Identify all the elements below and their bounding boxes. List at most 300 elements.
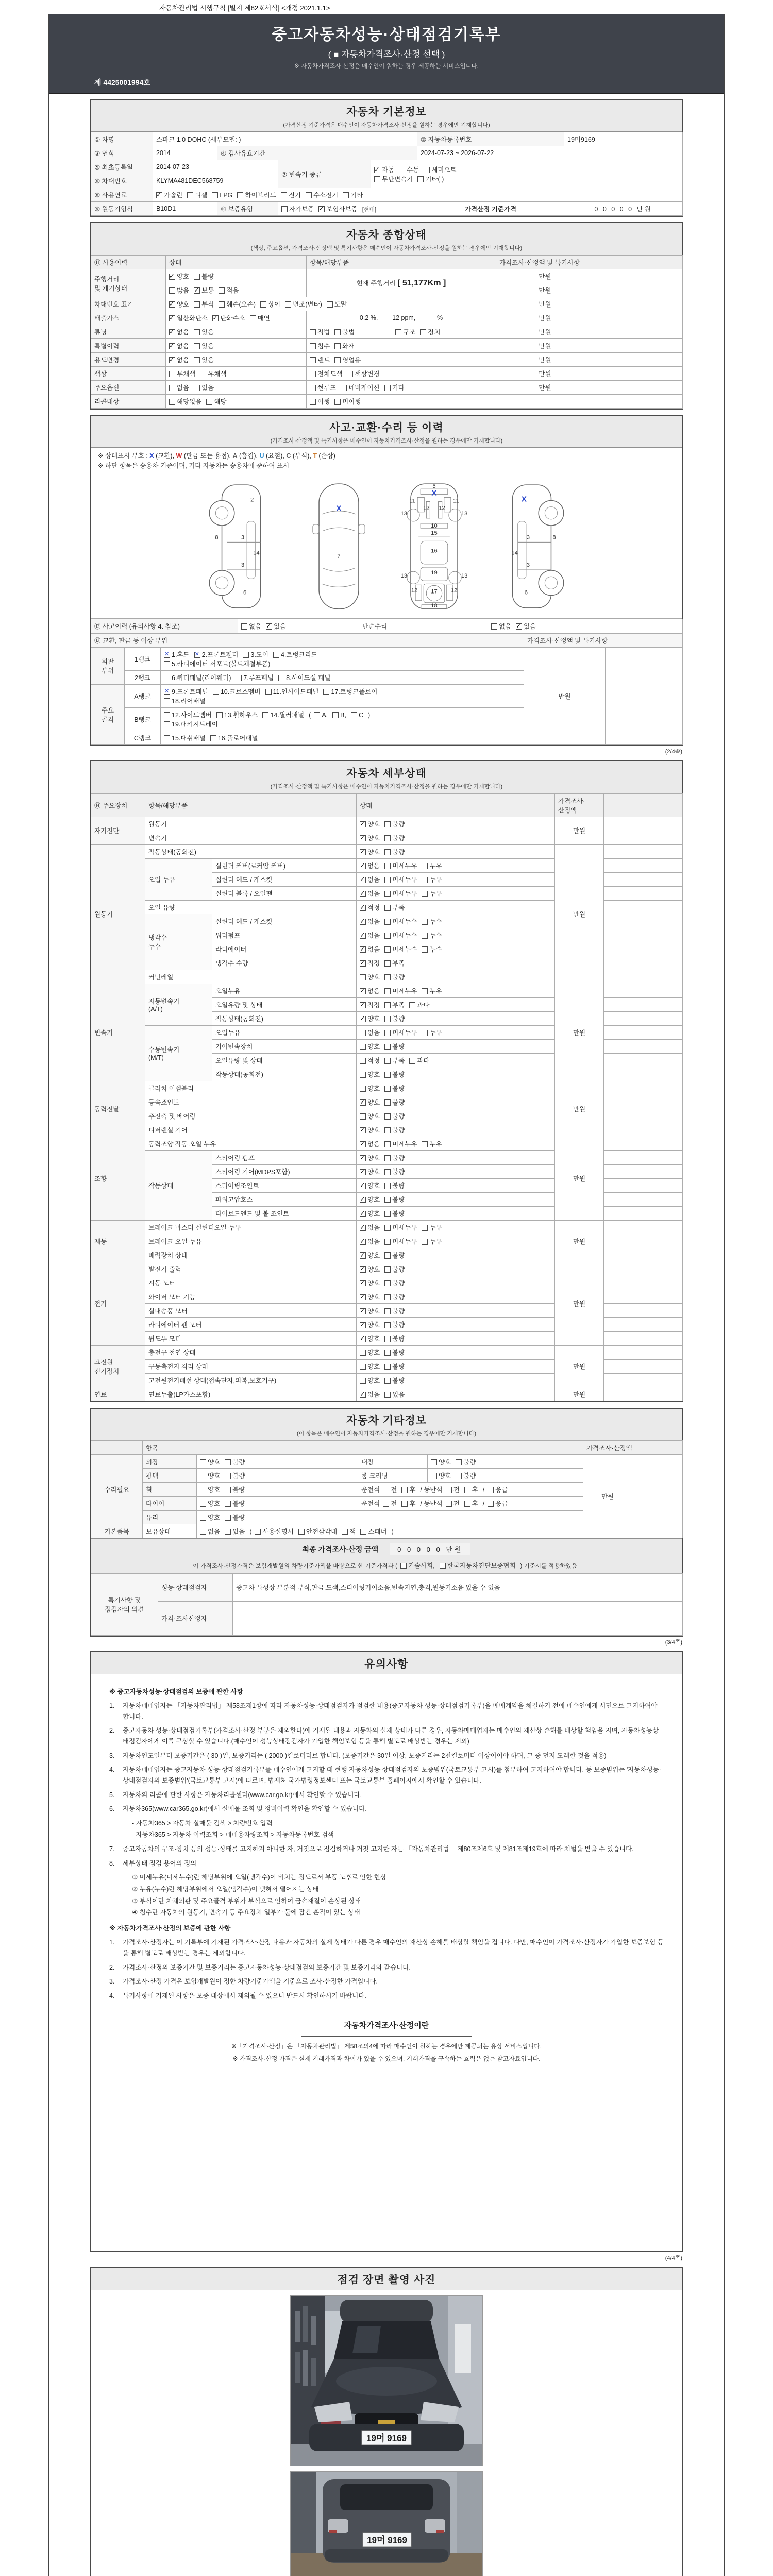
checkbox-후[interactable]: 후 <box>401 1499 415 1508</box>
checkbox-상이[interactable]: 상이 <box>260 299 280 309</box>
checkbox-양호[interactable]: 양호 <box>200 1513 220 1522</box>
device-state <box>357 1123 555 1137</box>
checkbox-불량[interactable]: 불량 <box>384 1348 405 1357</box>
checkbox-기타[interactable]: 기타 <box>343 190 363 199</box>
checkbox-icon <box>318 206 325 212</box>
checkbox-수소전기[interactable]: 수소전기 <box>306 190 338 199</box>
checkbox-10.크로스멤버[interactable]: 10.크로스멤버 <box>213 687 261 696</box>
checkbox-icon <box>164 652 170 658</box>
checkbox-누유[interactable]: 누유 <box>422 861 442 870</box>
etc-row-options <box>197 1496 358 1510</box>
checkbox-미세누유[interactable]: 미세누유 <box>384 861 417 870</box>
checkbox-없음[interactable]: ✓ 없음 <box>169 341 189 350</box>
checkbox-누유[interactable]: 누유 <box>422 1139 442 1148</box>
checkbox-없음[interactable]: ✓ 없음 <box>360 1236 380 1246</box>
checkbox-양호[interactable]: 양호 <box>360 1376 380 1385</box>
checkbox-없음[interactable]: ✓ 없음 <box>360 930 380 940</box>
checkbox-양호[interactable]: ✓ 양호 <box>360 1250 380 1260</box>
checkbox-가솔린[interactable]: ✓ 가솔린 <box>156 190 182 199</box>
year-label: ③ 연식 <box>91 146 153 160</box>
detail-state-section <box>90 760 683 1402</box>
checkbox-불량[interactable]: 불량 <box>384 1167 405 1176</box>
checkbox-불량[interactable]: 불량 <box>384 847 405 856</box>
checkbox-없음[interactable]: ✓ 없음 <box>360 889 380 898</box>
inline-text: ( <box>249 1528 252 1535</box>
checkbox-양호[interactable]: ✓ 양호 <box>360 1209 380 1218</box>
checkbox-일산화탄소[interactable]: ✓ 일산화탄소 <box>169 313 208 323</box>
checkbox-렌트[interactable]: 렌트 <box>310 355 330 364</box>
notice-item: 1. 가격조사·산정자는 이 기록부에 기재된 가격조사·산정 내용과 자동차의 실제 상태가 다른 경우 매수인의 재산상 손해를 배상할 책임을 집니다. 다만, 매수인이 가격조사·산정자가 가입한 보증보험 등을 통해 별도로 배상받는 경우는 제외합니다. <box>109 1939 664 1957</box>
checkbox-icon <box>384 933 391 939</box>
checkbox-응급[interactable]: 응급 <box>488 1499 508 1508</box>
checkbox-불량[interactable]: 불량 <box>384 1320 405 1329</box>
page-marker-3: (3/4쪽) <box>665 1639 682 1646</box>
checkbox-15.대쉬패널[interactable]: 15.대쉬패널 <box>164 733 206 742</box>
checkbox-양호[interactable]: 양호 <box>360 1348 380 1357</box>
checkbox-네비게이션[interactable]: 네비게이션 <box>341 383 379 392</box>
device-group-동력전달: 동력전달 <box>91 1081 145 1137</box>
checkbox-전체도색[interactable]: 전체도색 <box>310 369 342 378</box>
checkbox-양호[interactable]: ✓ 양호 <box>360 1320 380 1329</box>
checkbox-자가보증[interactable]: 자가보증 <box>281 204 314 213</box>
checkbox-icon <box>243 652 249 658</box>
checkbox-icon <box>384 821 391 827</box>
checkbox-icon <box>417 176 424 182</box>
checkbox-icon <box>360 905 366 911</box>
checkbox-1.후드[interactable]: ✕1.후드 <box>164 650 190 659</box>
checkbox-이행[interactable]: 이행 <box>310 397 330 406</box>
checkbox-미이행[interactable]: 미이행 <box>334 397 361 406</box>
checkbox-A,[interactable]: A, <box>314 711 328 719</box>
checkbox-양호[interactable]: 양호 <box>360 1083 380 1093</box>
checkbox-icon <box>360 933 366 939</box>
checkbox-양호[interactable]: ✓ 양호 <box>360 1167 380 1176</box>
checkbox-불량[interactable]: 불량 <box>384 1070 405 1079</box>
checkbox-16.플로어패널[interactable]: 16.플로어패널 <box>210 733 258 742</box>
checkbox-과다[interactable]: 과다 <box>409 1056 429 1065</box>
device-item: 오일누유 <box>212 1025 357 1039</box>
history-title: 사고·교환·수리 등 이력 (가격조사·산정액 및 특기사항은 매수인이 자동차가격조사·산정을 원하는 경우에만 기재합니다) <box>91 416 682 448</box>
checkbox-C[interactable]: C <box>351 711 363 719</box>
checkbox-없음[interactable]: ✓ 없음 <box>360 875 380 884</box>
checkbox-없음[interactable]: 없음 <box>241 621 261 631</box>
checkbox-보험사보증[interactable]: ✓ 보험사보증 <box>318 204 357 213</box>
checkbox-미세누수[interactable]: 미세누수 <box>384 930 417 940</box>
checkbox-누유[interactable]: 누유 <box>422 1028 442 1037</box>
checkbox-변조(변타)[interactable]: 변조(변타) <box>285 299 322 309</box>
checkbox-부식[interactable]: 부식 <box>194 299 214 309</box>
device-item: 스티어링 기어(MDPS포함) <box>212 1164 357 1178</box>
checkbox-19.패키지트레이[interactable]: 19.패키지트레이 <box>164 719 218 728</box>
notice-section2-title: ※ 자동차가격조사·산정의 보증에 관한 사항 <box>109 1924 231 1932</box>
checkbox-5.라디에이터 서포트(볼트체결부품)[interactable]: 5.라디에이터 서포트(볼트체결부품) <box>164 659 270 668</box>
checkbox-양호[interactable]: ✓ 양호 <box>360 1097 380 1107</box>
checkbox-불량[interactable]: 불량 <box>384 1362 405 1371</box>
checkbox-양호[interactable]: ✓ 양호 <box>360 1195 380 1204</box>
checkbox-자동[interactable]: ✓자동 <box>374 165 394 174</box>
checkbox-불량[interactable]: 불량 <box>456 1471 476 1480</box>
checkbox-4.트렁크리드[interactable]: 4.트렁크리드 <box>273 650 317 659</box>
checkbox-적정[interactable]: ✓ 적정 <box>360 903 380 912</box>
checkbox-불량[interactable]: 불량 <box>384 1209 405 1218</box>
checkbox-훼손(오손)[interactable]: 훼손(오손) <box>219 299 256 309</box>
checkbox-8.사이드실 패널[interactable]: 8.사이드실 패널 <box>278 673 330 682</box>
checkbox-icon <box>169 399 175 405</box>
svg-text:X: X <box>431 488 437 497</box>
checkbox-미세누수[interactable]: 미세누수 <box>384 917 417 926</box>
checkbox-불량[interactable]: 불량 <box>384 1264 405 1274</box>
checkbox-누유[interactable]: 누유 <box>422 875 442 884</box>
checkbox-icon <box>360 1252 366 1259</box>
checkbox-9.프론트패널[interactable]: ✕9.프론트패널 <box>164 687 208 696</box>
checkbox-누수[interactable]: 누수 <box>422 917 442 926</box>
checkbox-한국자동차진단보증협회[interactable]: 한국자동차진단보증협회 <box>440 1561 516 1570</box>
checkbox-기술사회,[interactable]: 기술사회, <box>400 1561 435 1570</box>
checkbox-없음[interactable]: ✓ 없음 <box>169 355 189 364</box>
checkbox-양호[interactable]: 양호 <box>360 1042 380 1051</box>
checkbox-icon <box>384 1239 391 1245</box>
checkbox-불량[interactable]: 불량 <box>384 1250 405 1260</box>
row-label-리콜대상: 리콜대상 <box>91 395 166 409</box>
checkbox-없음[interactable]: ✓ 없음 <box>360 1223 380 1232</box>
checkbox-불량[interactable]: 불량 <box>384 1376 405 1385</box>
checkbox-미세누유[interactable]: 미세누유 <box>384 1223 417 1232</box>
price-survey-definition-box: 자동차가격조사·산정이란 <box>301 2015 472 2037</box>
checkbox-수동[interactable]: 수동 <box>399 165 419 174</box>
checkbox-있음[interactable]: 있음 <box>194 327 214 336</box>
checkbox-미세누유[interactable]: 미세누유 <box>384 1139 417 1148</box>
checkbox-양호[interactable]: 양호 <box>200 1457 220 1466</box>
checkbox-영업용[interactable]: 영업용 <box>334 355 361 364</box>
checkbox-양호[interactable]: 양호 <box>200 1499 220 1508</box>
checkbox-불량[interactable]: 불량 <box>384 1042 405 1051</box>
checkbox-icon <box>200 1515 206 1521</box>
checkbox-불량[interactable]: 불량 <box>225 1485 245 1494</box>
checkbox-3.도어[interactable]: 3.도어 <box>243 650 268 659</box>
checkbox-불량[interactable]: 불량 <box>384 1125 405 1134</box>
checkbox-양호[interactable]: ✓ 양호 <box>360 1125 380 1134</box>
svg-text:13: 13 <box>400 510 407 517</box>
checkbox-후[interactable]: 후 <box>464 1499 478 1508</box>
checkbox-전[interactable]: 전 <box>446 1499 460 1508</box>
device-item: 작동상태(공회전) <box>145 844 357 858</box>
device-state <box>357 1387 555 1401</box>
checkbox-불량[interactable]: 불량 <box>384 833 405 842</box>
device-state <box>357 1276 555 1290</box>
checkbox-없음[interactable]: ✓ 없음 <box>360 917 380 926</box>
checkbox-없음[interactable]: ✓ 없음 <box>360 944 380 954</box>
checkbox-양호[interactable]: 양호 <box>360 1111 380 1121</box>
checkbox-유채색[interactable]: 유채색 <box>200 369 226 378</box>
checkbox-구조[interactable]: 구조 <box>395 327 415 336</box>
checkbox-불량[interactable]: 불량 <box>225 1499 245 1508</box>
checkbox-불량[interactable]: 불량 <box>384 819 405 828</box>
checkbox-icon <box>360 1002 366 1008</box>
svg-text:12: 12 <box>450 587 458 594</box>
etc-row-타이어: 타이어 <box>143 1496 197 1510</box>
checkbox-양호[interactable]: 양호 <box>360 1070 380 1079</box>
checkbox-적법[interactable]: 적법 <box>310 327 330 336</box>
checkbox-없음[interactable]: 없음 <box>360 1028 380 1037</box>
checkbox-7.루프패널[interactable]: 7.루프패널 <box>236 673 274 682</box>
checkbox-불량[interactable]: 불량 <box>384 1153 405 1162</box>
checkbox-누유[interactable]: 누유 <box>422 1223 442 1232</box>
checkbox-icon <box>384 1099 391 1106</box>
checkbox-미세누수[interactable]: 미세누수 <box>384 944 417 954</box>
checkbox-미세누유[interactable]: 미세누유 <box>384 889 417 898</box>
device-group-제동: 제동 <box>91 1220 145 1262</box>
checkbox-13.휠하우스[interactable]: 13.휠하우스 <box>216 710 258 719</box>
checkbox-icon <box>310 385 316 391</box>
checkbox-불량[interactable]: 불량 <box>225 1513 245 1522</box>
device-item: 스티어링조인트 <box>212 1178 357 1192</box>
svg-text:18: 18 <box>431 602 438 609</box>
checkbox-많음[interactable]: 많음 <box>169 285 189 295</box>
checkbox-양호[interactable]: 양호 <box>200 1485 220 1494</box>
checkbox-매연[interactable]: 매연 <box>250 313 270 323</box>
checkbox-없음[interactable]: 없음 <box>491 621 511 631</box>
checkbox-양호[interactable]: 양호 <box>431 1471 451 1480</box>
checkbox-있음[interactable]: ✓ 있음 <box>266 621 286 631</box>
checkbox-B,[interactable]: B, <box>332 711 346 719</box>
checkbox-후[interactable]: 후 <box>401 1485 415 1494</box>
device-state <box>357 1317 555 1331</box>
etc-row-광택: 광택 <box>143 1468 197 1482</box>
checkbox-색상변경[interactable]: 색상변경 <box>347 369 379 378</box>
checkbox-응급[interactable]: 응급 <box>488 1485 508 1494</box>
checkbox-누유[interactable]: 누유 <box>422 1236 442 1246</box>
device-item: 연료누출(LP가스포함) <box>145 1387 357 1401</box>
checkbox-18.리어패널[interactable]: 18.리어패널 <box>164 696 206 705</box>
checkbox-부족[interactable]: 부족 <box>384 1056 405 1065</box>
checkbox-불량[interactable]: 불량 <box>384 1181 405 1190</box>
checkbox-있음[interactable]: 있음 <box>225 1527 245 1536</box>
checkbox-없음[interactable]: 없음 <box>169 383 189 392</box>
checkbox-icon <box>360 1529 366 1535</box>
checkbox-양호[interactable]: ✓ 양호 <box>360 1292 380 1301</box>
checkbox-icon <box>384 1030 391 1036</box>
row-label-튜닝: 튜닝 <box>91 325 166 339</box>
checkbox-양호[interactable]: ✓ 양호 <box>360 819 380 828</box>
checkbox-양호[interactable]: 양호 <box>200 1471 220 1480</box>
checkbox-누유[interactable]: 누유 <box>422 889 442 898</box>
checkbox-적음[interactable]: 적음 <box>219 285 239 295</box>
checkbox-2.프론트휀더[interactable]: ✕ 2.프론트휀더 <box>194 650 239 659</box>
checkbox-불량[interactable]: 불량 <box>225 1457 245 1466</box>
main-frame-group: 주요 골격 <box>91 684 125 744</box>
checkbox-양호[interactable]: ✓ 양호 <box>360 1153 380 1162</box>
etc-row-detail <box>358 1482 583 1496</box>
checkbox-화재[interactable]: 화재 <box>334 341 355 350</box>
checkbox-12.사이드멤버[interactable]: 12.사이드멤버 <box>164 710 212 719</box>
rank-items <box>161 684 524 707</box>
checkbox-17.트렁크플로어[interactable]: 17.트렁크플로어 <box>323 687 377 696</box>
checkbox-양호[interactable]: 양호 <box>431 1457 451 1466</box>
checkbox-icon <box>194 343 200 349</box>
checkbox-사용설명서[interactable]: 사용설명서 <box>255 1527 293 1536</box>
checkbox-전[interactable]: 전 <box>383 1485 397 1494</box>
device-state <box>357 928 555 942</box>
rank-items <box>161 707 524 731</box>
checkbox-양호[interactable]: ✓ 양호 <box>169 299 189 309</box>
checkbox-11.인사이드패널[interactable]: 11.인사이드패널 <box>265 687 319 696</box>
checkbox-양호[interactable]: ✓ 양호 <box>360 833 380 842</box>
checkbox-누수[interactable]: 누수 <box>422 944 442 954</box>
checkbox-불법[interactable]: 불법 <box>334 327 355 336</box>
checkbox-무단변속기[interactable]: 무단변속기 <box>374 174 413 183</box>
checkbox-미세누유[interactable]: 미세누유 <box>384 1236 417 1246</box>
checkbox-icon <box>164 735 170 741</box>
checkbox-icon <box>164 721 170 727</box>
checkbox-icon <box>360 1294 366 1300</box>
svg-text:11: 11 <box>453 498 459 504</box>
checkbox-썬루프[interactable]: 썬루프 <box>310 383 336 392</box>
checkbox-도말[interactable]: 도말 <box>327 299 347 309</box>
checkbox-불량[interactable]: 불량 <box>225 1471 245 1480</box>
checkbox-하이브리드[interactable]: 하이브리드 <box>237 190 276 199</box>
checkbox-적정[interactable]: ✓ 적정 <box>360 1000 380 1009</box>
etc-row-options <box>197 1468 358 1482</box>
checkbox-없음[interactable]: ✓ 없음 <box>360 1389 380 1399</box>
checkbox-적정[interactable]: ✓ 적정 <box>360 958 380 968</box>
checkbox-icon <box>456 1459 462 1465</box>
checkbox-없음[interactable]: ✓ 없음 <box>360 986 380 995</box>
fuel-label: ⑧ 사용연료 <box>91 188 153 202</box>
checkbox-있음[interactable]: 있음 <box>194 341 214 350</box>
checkbox-icon <box>360 877 366 883</box>
checkbox-스패너[interactable]: 스패너 <box>360 1527 386 1536</box>
checkbox-부족[interactable]: 부족 <box>384 903 405 912</box>
device-state <box>357 956 555 970</box>
checkbox-부족[interactable]: 부족 <box>384 958 405 968</box>
checkbox-있음[interactable]: ✓ 있음 <box>516 621 536 631</box>
checkbox-없음[interactable]: ✓ 없음 <box>360 1139 380 1148</box>
checkbox-icon <box>384 1169 391 1175</box>
checkbox-LPG[interactable]: LPG <box>212 192 232 199</box>
checkbox-양호[interactable]: ✓ 양호 <box>360 1278 380 1287</box>
checkbox-양호[interactable]: 양호 <box>360 1362 380 1371</box>
checkbox-해당[interactable]: 해당 <box>206 397 226 406</box>
checkbox-양호[interactable]: ✓양호 <box>169 272 189 281</box>
checkbox-양호[interactable]: ✓ 양호 <box>360 1334 380 1343</box>
checkbox-icon <box>384 1086 391 1092</box>
checkbox-미세누유[interactable]: 미세누유 <box>384 1028 417 1037</box>
checkbox-해당없음[interactable]: 해당없음 <box>169 397 201 406</box>
checkbox-불량[interactable]: 불량 <box>384 1278 405 1287</box>
checkbox-icon <box>384 1127 391 1133</box>
checkbox-적정[interactable]: 적정 <box>360 1056 380 1065</box>
checkbox-불량[interactable]: 불량 <box>384 1195 405 1204</box>
checkbox-불량[interactable]: 불량 <box>384 1083 405 1093</box>
checkbox-icon <box>334 357 341 363</box>
checkbox-양호[interactable]: ✓ 양호 <box>360 1181 380 1190</box>
checkbox-전기[interactable]: 전기 <box>281 190 301 199</box>
checkbox-보통[interactable]: ✓ 보통 <box>194 285 214 295</box>
checkbox-있음[interactable]: 있음 <box>194 383 214 392</box>
checkbox-icon <box>384 1378 391 1384</box>
applied-standard-line <box>91 1559 682 1573</box>
device-item: 클러치 어셈블리 <box>145 1081 357 1095</box>
checkbox-무채색[interactable]: 무채색 <box>169 369 195 378</box>
checkbox-세미오토[interactable]: 세미오토 <box>424 165 456 174</box>
checkbox-6.쿼터패널(리어휀더)[interactable]: 6.쿼터패널(리어휀더) <box>164 673 231 682</box>
checkbox-icon <box>360 1016 366 1022</box>
checkbox-불량[interactable]: 불량 <box>384 972 405 981</box>
checkbox-불량[interactable]: 불량 <box>384 1306 405 1315</box>
checkbox-잭[interactable]: 잭 <box>342 1527 356 1536</box>
checkbox-불량[interactable]: 불량 <box>384 1014 405 1023</box>
checkbox-있음[interactable]: 있음 <box>194 355 214 364</box>
checkbox-불량[interactable]: 불량 <box>384 1334 405 1343</box>
checkbox-없음[interactable]: ✓ 없음 <box>169 327 189 336</box>
checkbox-기타[interactable]: 기타 <box>384 383 405 392</box>
notices-title: 유의사항 <box>91 1652 682 1674</box>
checkbox-icon <box>384 1141 391 1147</box>
checkbox-불량[interactable]: 불량 <box>384 1097 405 1107</box>
checkbox-양호[interactable]: ✓ 양호 <box>360 1306 380 1315</box>
checkbox-양호[interactable]: ✓ 양호 <box>360 1264 380 1274</box>
checkbox-불량[interactable]: 불량 <box>384 1292 405 1301</box>
notice-item: 1. 자동차매매업자는 「자동차관리법」 제58조제1항에 따라 자동차성능·상태점검자가 점검한 내용(중고자동차 성능·상태점검기록부)을 매매계약을 체결하기 전에 매수인에게 서면으로 고지하여야 합니다. <box>109 1702 658 1720</box>
checkbox-미세누유[interactable]: 미세누유 <box>384 875 417 884</box>
checkbox-누유[interactable]: 누유 <box>422 986 442 995</box>
checkbox-불량[interactable]: 불량 <box>194 272 214 281</box>
checkbox-탄화수소[interactable]: ✓ 탄화수소 <box>212 313 245 323</box>
checkbox-후[interactable]: 후 <box>464 1485 478 1494</box>
mileage-item: 현재 주행거리 [ 51,177Km ] <box>307 269 496 297</box>
checkbox-불량[interactable]: 불량 <box>456 1457 476 1466</box>
checkbox-양호[interactable]: ✓ 양호 <box>360 847 380 856</box>
svg-text:13: 13 <box>400 572 407 579</box>
device-group-고전원 전기장치: 고전원 전기장치 <box>91 1345 145 1387</box>
page-marker-2: (2/4쪽) <box>665 748 682 755</box>
checkbox-침수[interactable]: 침수 <box>310 341 330 350</box>
checkbox-양호[interactable]: ✓ 양호 <box>360 1014 380 1023</box>
inspection-photo-front <box>290 2295 483 2466</box>
checkbox-icon <box>360 849 366 855</box>
checkbox-장치[interactable]: 장치 <box>420 327 440 336</box>
etc-col-price: 가격조사·산정액 <box>583 1440 683 1454</box>
checkbox-전[interactable]: 전 <box>383 1499 397 1508</box>
checkbox-전[interactable]: 전 <box>446 1485 460 1494</box>
checkbox-안전삼각대[interactable]: 안전삼각대 <box>298 1527 337 1536</box>
checkbox-icon <box>384 919 391 925</box>
checkbox-14.필러패널[interactable]: 14.필러패널 <box>262 710 304 719</box>
device-item: 실린더 헤드 / 개스킷 <box>212 872 357 886</box>
checkbox-icon <box>164 661 170 667</box>
checkbox-없음[interactable]: 없음 <box>200 1527 220 1536</box>
checkbox-불량[interactable]: 불량 <box>384 1111 405 1121</box>
checkbox-양호[interactable]: 양호 <box>360 972 380 981</box>
checkbox-기타( )[interactable]: 기타( ) <box>417 174 444 183</box>
checkbox-누수[interactable]: 누수 <box>422 930 442 940</box>
device-state <box>357 831 555 844</box>
checkbox-과다[interactable]: 과다 <box>409 1000 429 1009</box>
row-state <box>166 381 307 395</box>
checkbox-있음[interactable]: 있음 <box>384 1389 405 1399</box>
device-item: 실내송풍 모터 <box>145 1303 357 1317</box>
final-price-bar <box>91 1538 682 1559</box>
checkbox-icon <box>440 1563 446 1569</box>
checkbox-icon <box>169 329 175 335</box>
checkbox-없음[interactable]: ✓ 없음 <box>360 861 380 870</box>
checkbox-icon <box>327 301 333 308</box>
checkbox-부족[interactable]: 부족 <box>384 1000 405 1009</box>
checkbox-icon <box>384 1058 391 1064</box>
checkbox-디젤[interactable]: 디젤 <box>187 190 207 199</box>
notice-footnote: ※ 가격조사·산정 가격은 실제 거래가격과 차이가 있을 수 있으며, 거래가격을 구속하는 효력은 없는 참고자료입니다. <box>232 2055 541 2063</box>
checkbox-미세누유[interactable]: 미세누유 <box>384 986 417 995</box>
